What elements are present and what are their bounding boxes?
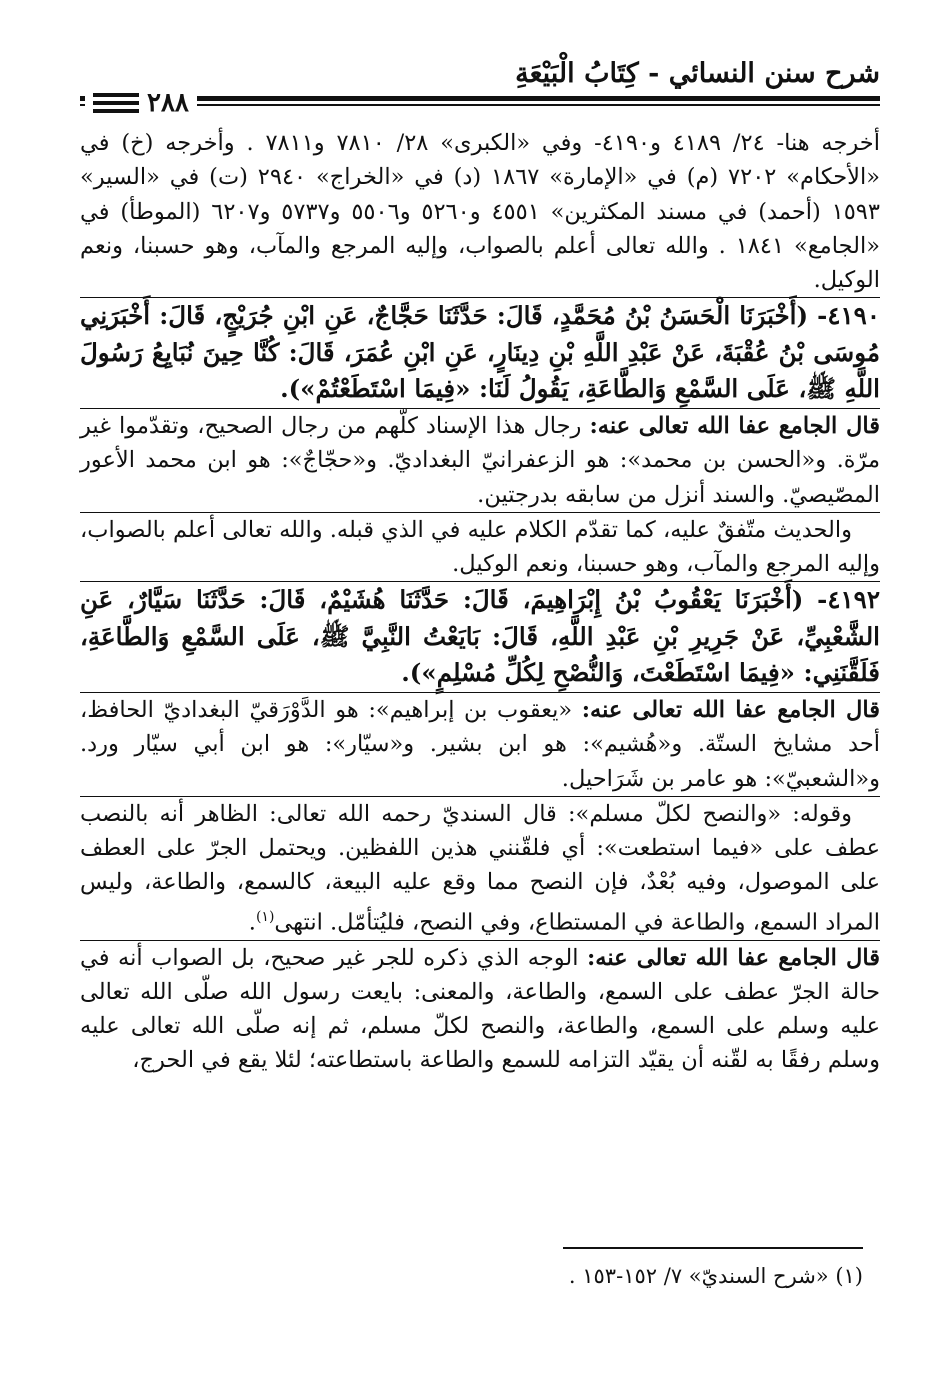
commentary-3	[80, 941, 880, 1078]
running-title: شرح سنن النسائي - كِتَابُ الْبَيْعَةِ	[515, 58, 880, 89]
paragraph-agreement: والحديث متّفقٌ عليه، كما تقدّم الكلام عليه في الذي قبله. والله تعالى أعلم بالصواب، وإليه المرجع والمآب، وهو حسبنا، ونعم الوكيل.	[80, 516, 880, 578]
hadith-4190: ٤١٩٠- (أَخْبَرَنَا الْحَسَنُ بْنُ مُحَمَّدٍ، قَالَ: حَدَّثَنَا حَجَّاجٌ، عَنِ ابْنِ جُرَيْجٍ، قَالَ: أَخْبَرَنِي مُوسَى بْنُ عُقْبَةَ، عَنْ عَبْدِ اللَّهِ بْنِ دِينَارٍ، عَنِ ابْنِ عُمَرَ، قَالَ: كُنَّا حِينَ نُبَايِعُ رَسُولَ اللَّهِ ﷺ، عَلَى السَّمْعِ وَالطَّاعَةِ، يَقُولُ لَنَا: «فِيمَا اسْتَطَعْتُمْ»).	[80, 301, 880, 404]
commentary-1	[80, 409, 880, 512]
commentary-lead: قال الجامع عفا الله تعالى عنه:	[587, 944, 880, 971]
paragraph-takhrij: أخرجه هنا- ٢٤/ ٤١٨٩ و٤١٩٠- وفي «الكبرى» ٢٨/ ٧٨١٠ و٧٨١١ . وأخرجه (خ) في «الأحكام» ٧٢٠٢ (م) في «الإمارة» ١٨٦٧ (د) في «الخراج» ٢٩٤٠ (ت) في «السير» ١٥٩٣ (أحمد) في مسند المكثرين» ٤٥٥١ و٥٢٦٠ و٥٥٠٦ و٥٧٣٧ و٦٢٠٧ (الموطأ) في «الجامع» ١٨٤١ . والله تعالى أعلم بالصواب، وإليه المرجع والمآب، وهو حسبنا، ونعم الوكيل.	[80, 130, 880, 294]
sindi-text: وقوله: «والنصح لكلّ مسلم»: قال السنديّ رحمه الله تعالى: الظاهر أنه بالنصب عطف على «فيما استطعت»: أي فلقّنني هذين اللفظين. ويحتمل الجرّ على العطف على الموصول، وفيه بُعْدٌ، فإن النصح مما وقع عليه البيعة، كالسمع، والطاعة، وليس المراد السمع، والطاعة في المستطاع، وفي النصح، فليُتأمّل. انتهى	[80, 800, 880, 936]
commentary-text: رجال هذا الإسناد كلّهم من رجال الصحيح، وتقدّموا غير مرّة. و«الحسن بن محمد»: هو الزعفرانيّ البغداديّ. و«حجّاجٌ»: هو ابن محمد الأعور المصّيصيّ. والسند أنزل من سابقه بدرجتين.	[80, 412, 880, 508]
commentary-lead: قال الجامع عفا الله تعالى عنه:	[581, 696, 880, 723]
footnote-rule	[563, 1247, 863, 1249]
page-number-block	[85, 88, 197, 118]
paragraph-sindi: وقوله: «والنصح لكلّ مسلم»: قال السنديّ رحمه الله تعالى: الظاهر أنه بالنصب عطف على «فيما استطعت»: أي فلقّنني هذين اللفظين. ويحتمل الجرّ على العطف على الموصول، وفيه بُعْدٌ، فإن النصح مما وقع عليه البيعة، كالسمع، والطاعة، وليس المراد السمع، والطاعة في المستطاع، وفي النصح، فليُتأمّل. انتهى$^{(١)}$.	[80, 800, 880, 936]
commentary-lead: قال الجامع عفا الله تعالى عنه:	[589, 412, 880, 439]
footnote-ref[interactable]: (١)	[255, 908, 275, 925]
page-body	[80, 126, 880, 1078]
header-rule-thin	[80, 104, 880, 106]
commentary-text: الوجه الذي ذكره للجر غير صحيح، بل الصواب أنه في حالة الجرّ عطف على السمع، والطاعة، والمعنى: بايعت رسول الله صلّى الله تعالى عليه وسلم على السمع، والطاعة، والنصح لكلّ مسلم، ثم إنه صلّى الله تعالى عليه وسلم رفقًا به لقّنه أن يقيّد التزامه للسمع والطاعة باستطاعته؛ لئلا يقع في الحرج،	[80, 944, 880, 1074]
page-number-ornament	[93, 89, 139, 117]
hadith-4192: ٤١٩٢- (أَخْبَرَنَا يَعْقُوبُ بْنُ إِبْرَاهِيمَ، قَالَ: حَدَّثَنَا هُشَيْمٌ، قَالَ: حَدَّثَنَا سَيَّارٌ، عَنِ الشَّعْبِيِّ، عَنْ جَرِيرِ بْنِ عَبْدِ اللَّهِ، قَالَ: بَايَعْتُ النَّبِيَّ ﷺ، عَلَى السَّمْعِ وَالطَّاعَةِ، فَلَقَّنَنِي: «فِيمَا اسْتَطَعْتَ، وَالنُّصْحِ لِكُلِّ مُسْلِمٍ»).	[80, 585, 880, 688]
header-rule-thick	[80, 96, 880, 101]
commentary-2	[80, 693, 880, 796]
commentary-text: «يعقوب بن إبراهيم»: هو الدَّوْرَقيّ البغداديّ الحافظ، أحد مشايخ الستّة. و«هُشيم»: هو ابن بشير. و«سيّار»: هو ابن أبي سيّار ورد. و«الشعبيّ»: هو عامر بن شَرَاحيل.	[80, 696, 880, 792]
page-header	[80, 50, 880, 118]
footnote: (١) «شرح السنديّ» ٧/ ١٥٢-١٥٣ .	[568, 1264, 863, 1288]
page-number: ٢٨٨	[147, 88, 189, 118]
